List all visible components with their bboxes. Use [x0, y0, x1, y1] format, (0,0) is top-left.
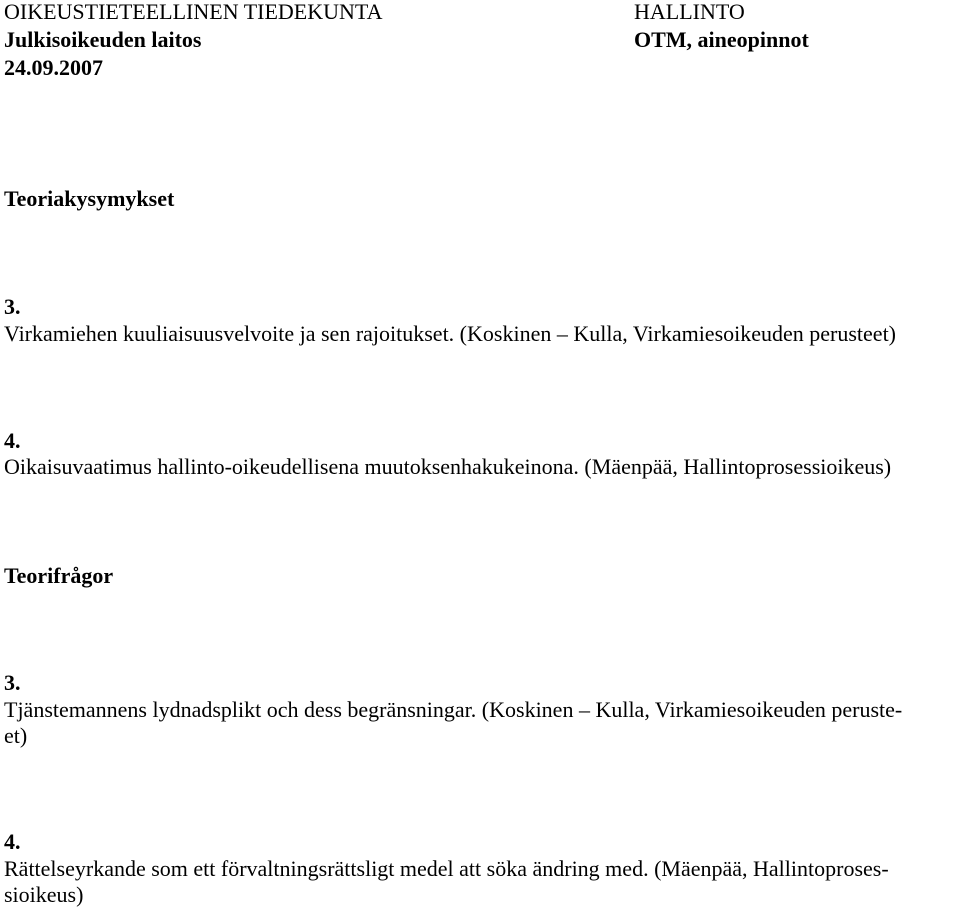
swedish-section-heading: Teorifrågor	[4, 563, 114, 588]
question-number: 4.	[4, 829, 21, 854]
department-name: Julkisoikeuden laitos	[4, 27, 202, 52]
question-text: Rättelseyrkande som ett förvaltningsrättsligt medel att söka ändring med. (Mäenpää, Hallintoproses-	[4, 856, 889, 881]
question-number: 3.	[4, 670, 21, 695]
finnish-section-heading: Teoriakysymykset	[4, 186, 175, 211]
subject-name: HALLINTO	[634, 0, 745, 24]
question-number: 4.	[4, 428, 21, 453]
exam-date: 24.09.2007	[4, 55, 103, 80]
question-number: 3.	[4, 294, 21, 319]
question-text: Tjänstemannens lydnadsplikt och dess begränsningar. (Koskinen – Kulla, Virkamiesoikeuden peruste-	[4, 697, 903, 722]
question-text: Virkamiehen kuuliaisuusvelvoite ja sen rajoitukset. (Koskinen – Kulla, Virkamiesoikeuden perusteet)	[4, 321, 897, 346]
study-level: OTM, aineopinnot	[634, 27, 809, 52]
question-text: Oikaisuvaatimus hallinto-oikeudellisena muutoksenhakukeinona. (Mäenpää, Hallintoprosessioikeus)	[4, 454, 892, 479]
faculty-name: OIKEUSTIETEELLINEN TIEDEKUNTA	[4, 0, 383, 24]
question-text-continuation: sioikeus)	[4, 882, 84, 907]
question-text-continuation: et)	[4, 723, 28, 748]
